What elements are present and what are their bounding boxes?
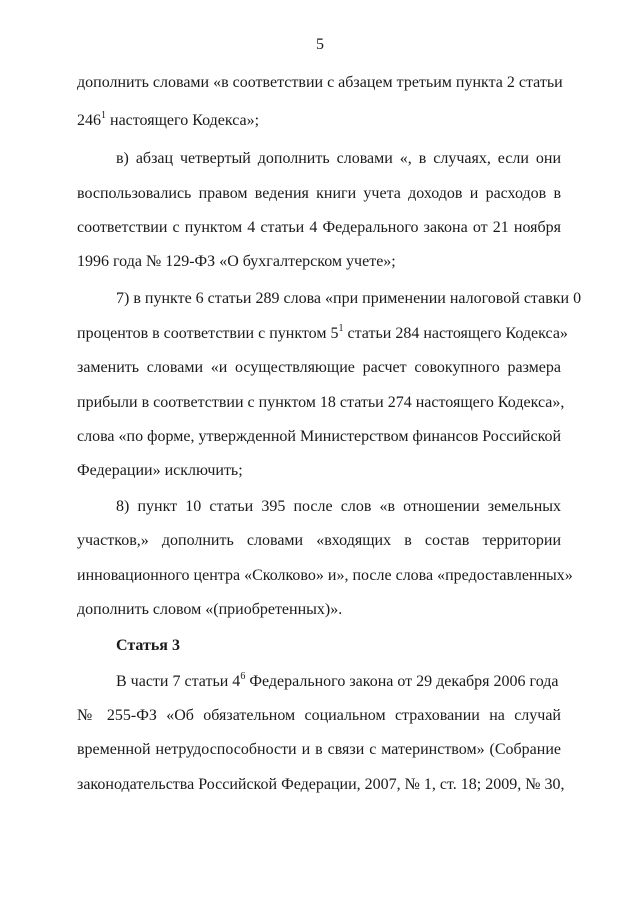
text-line: участков,» дополнить словами «входящих в состав территории (77, 532, 561, 549)
text-line: 7) в пункте 6 статьи 289 слова «при применении налоговой ставки 0 (116, 290, 582, 307)
text-line: в) абзац четвертый дополнить словами «, в случаях, если они (116, 150, 561, 167)
text-line: дополнить словом «(приобретенных)». (77, 601, 343, 618)
superscript: 1 (338, 323, 344, 334)
superscript: 6 (240, 671, 246, 682)
text-line: 1996 года № 129-ФЗ «О бухгалтерском учете»; (77, 253, 396, 270)
text-line: инновационного центра «Сколково» и», после слова «предоставленных» (77, 567, 573, 584)
text-line: прибыли в соответствии с пунктом 18 статьи 274 настоящего Кодекса», (77, 394, 565, 411)
text-line: Федерации» исключить; (77, 462, 243, 479)
text-line: законодательства Российской Федерации, 2007, № 1, ст. 18; 2009, № 30, (77, 776, 565, 793)
text-fragment: Федерального закона от 29 декабря 2006 года (245, 673, 559, 690)
section-heading: Статья 3 (116, 637, 180, 654)
text-line: дополнить словами «в соответствии с абзацем третьим пункта 2 статьи (77, 74, 563, 91)
text-line: № 255-ФЗ «Об обязательном социальном страховании на случай (77, 707, 561, 724)
text-line: соответствии с пунктом 4 статьи 4 Федерального закона от 21 ноября (77, 219, 561, 236)
text-line: заменить словами «и осуществляющие расчет совокупного размера (77, 359, 561, 376)
page-number: 5 (316, 36, 324, 53)
text-fragment: 246 (77, 112, 101, 129)
text-line (116, 671, 561, 690)
text-line (77, 323, 568, 342)
text-fragment: процентов в соответствии с пунктом 5 (77, 325, 339, 342)
text-fragment: В части 7 статьи 4 (116, 673, 241, 690)
text-line: воспользовались правом ведения книги учета доходов и расходов в (77, 185, 561, 202)
text-fragment: статьи 284 настоящего Кодекса» (343, 325, 568, 342)
text-fragment: настоящего Кодекса»; (106, 112, 260, 129)
text-line (77, 110, 561, 129)
superscript: 1 (101, 110, 106, 121)
text-line: 8) пункт 10 статьи 395 после слов «в отношении земельных (116, 498, 561, 515)
text-line: слова «по форме, утвержденной Министерством финансов Российской (77, 428, 562, 445)
text-line: временной нетрудоспособности и в связи с материнством» (Собрание (77, 741, 561, 758)
